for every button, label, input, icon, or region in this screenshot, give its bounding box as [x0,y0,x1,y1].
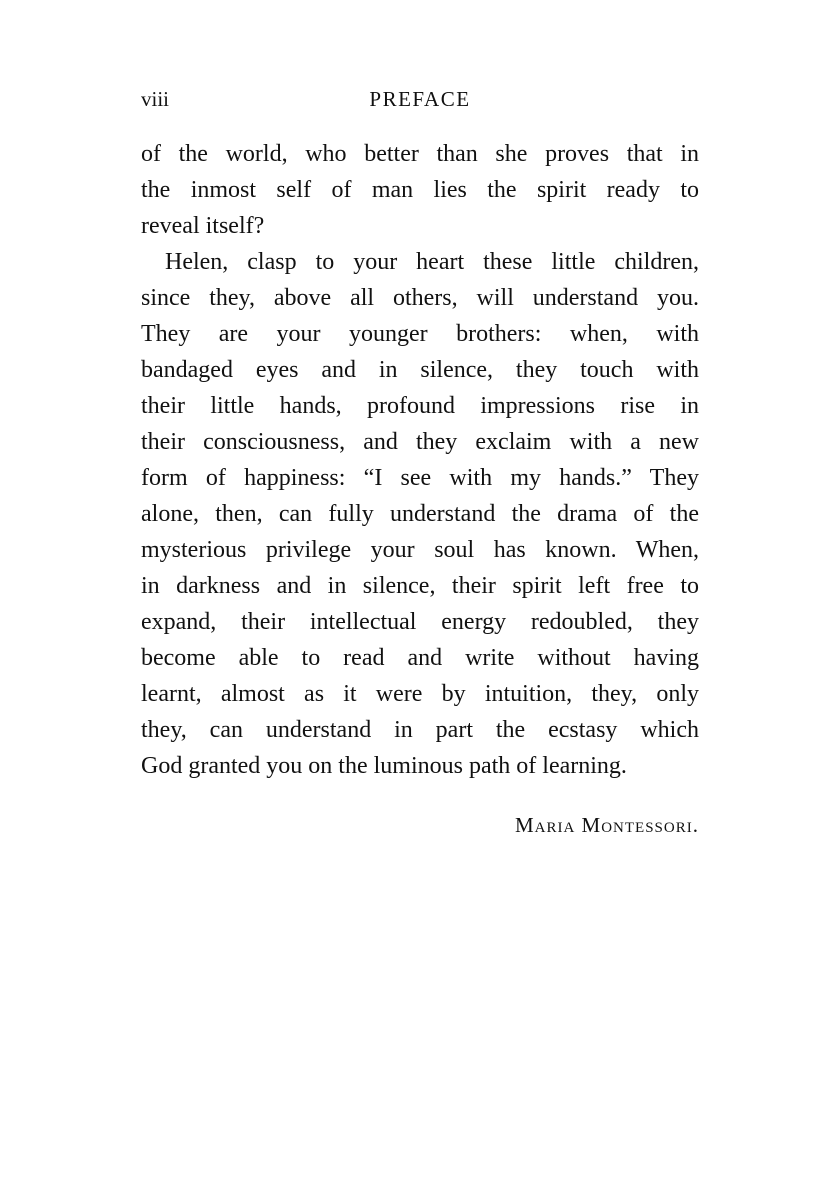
text-line: they, can understand in part the ecstasy which [141,717,699,743]
text-line: in darkness and in silence, their spirit left free to [141,573,699,599]
text-line: form of happiness: “I see with my hands.” They [141,465,699,491]
text-line: their little hands, profound impressions rise in [141,393,699,419]
text-line: reveal itself? [141,213,265,239]
text-line: their consciousness, and they exclaim with a new [141,429,699,455]
page-title: PREFACE [369,87,471,111]
page-number: viii [141,87,170,111]
text-line: God granted you on the luminous path of learning. [141,753,627,779]
text-line: become able to read and write without having [141,645,699,671]
paragraph-start-line: Helen, clasp to your heart these little children, [165,249,699,275]
text-line: since they, above all others, will understand you. [141,285,699,311]
text-line: the inmost self of man lies the spirit ready to [141,177,699,203]
text-line: mysterious privilege your soul has known. When, [141,537,699,563]
running-head [141,84,699,114]
text-line: They are your younger brothers: when, with [141,321,699,347]
text-line: of the world, who better than she proves that in [141,141,699,167]
author-signature: Maria Montessori. [514,813,699,837]
text-line: alone, then, can fully understand the drama of the [141,501,699,527]
text-line: expand, their intellectual energy redoubled, they [141,609,699,635]
text-line: bandaged eyes and in silence, they touch with [141,357,699,383]
preface-text [141,136,699,784]
text-line: learnt, almost as it were by intuition, they, only [141,681,699,707]
